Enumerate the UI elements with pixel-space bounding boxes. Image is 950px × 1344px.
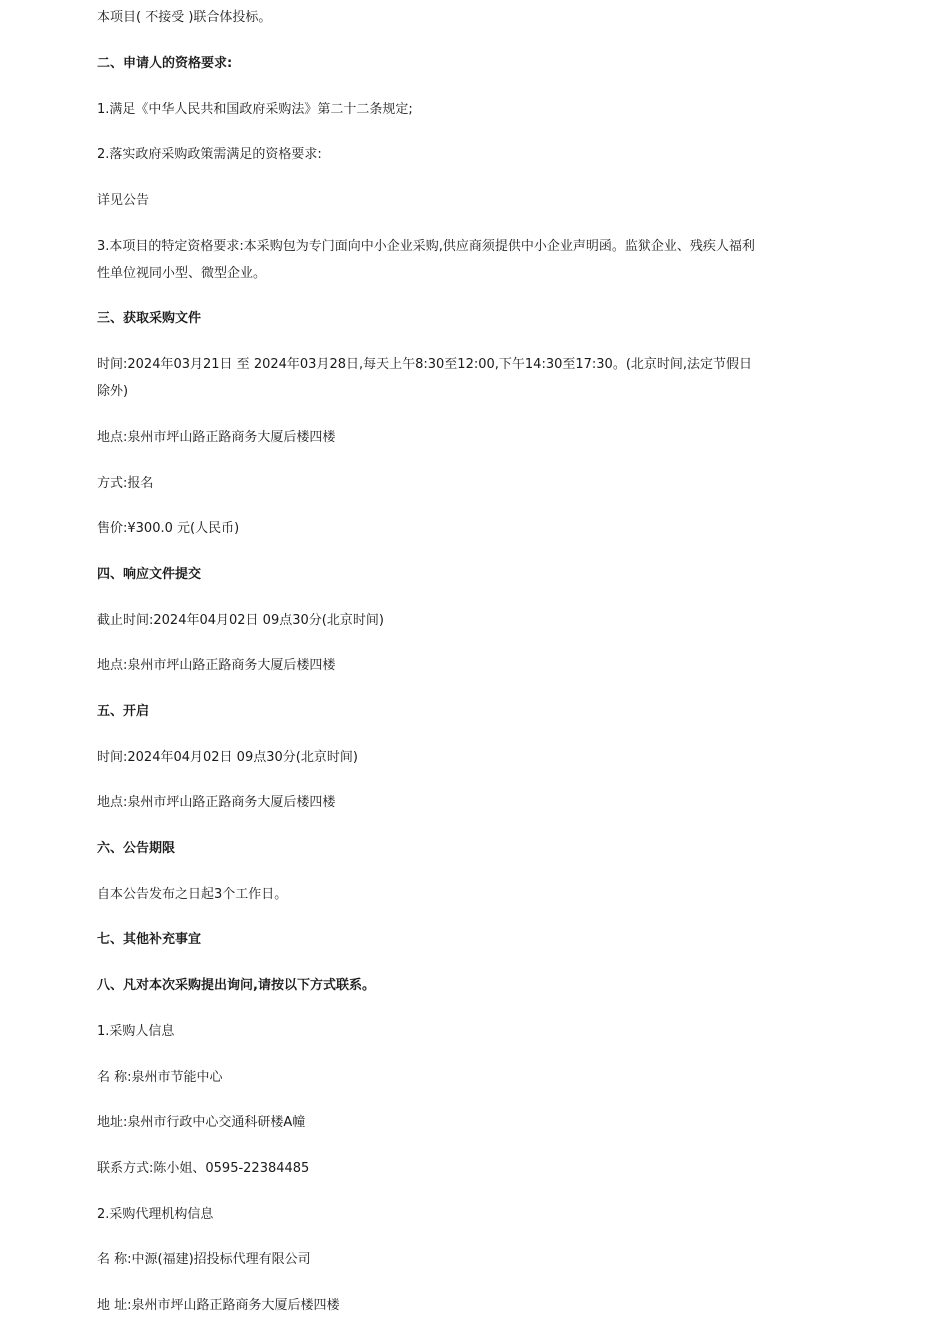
obtain-price: 售价:¥300.0 元(人民币) bbox=[97, 521, 240, 536]
agent-info-title: 2.采购代理机构信息 bbox=[97, 1207, 214, 1222]
opening-time: 时间:2024年04月02日 09点30分(北京时间) bbox=[97, 750, 358, 765]
qualification-item-2: 2.落实政府采购政策需满足的资格要求: bbox=[97, 147, 322, 162]
section-heading-contact: 八、凡对本次采购提出询问,请按以下方式联系。 bbox=[97, 978, 375, 993]
announcement-period: 自本公告发布之日起3个工作日。 bbox=[97, 887, 288, 902]
section-heading-qualifications: 二、申请人的资格要求: bbox=[97, 56, 233, 71]
section-heading-opening: 五、开启 bbox=[97, 704, 150, 719]
consortium-note: 本项目( 不接受 )联合体投标。 bbox=[97, 10, 272, 25]
buyer-name: 名 称:泉州市节能中心 bbox=[97, 1070, 223, 1085]
agent-address: 地 址:泉州市坪山路正路商务大厦后楼四楼 bbox=[97, 1298, 340, 1313]
obtain-time: 时间:2024年03月21日 至 2024年03月28日,每天上午8:30至12:00,下午14:30至17:30。(北京时间,法定节假日除外) bbox=[97, 357, 753, 399]
section-heading-other: 七、其他补充事宜 bbox=[97, 932, 202, 947]
obtain-place: 地点:泉州市坪山路正路商务大厦后楼四楼 bbox=[97, 430, 336, 445]
buyer-address: 地址:泉州市行政中心交通科研楼A幢 bbox=[97, 1115, 306, 1130]
submission-deadline: 截止时间:2024年04月02日 09点30分(北京时间) bbox=[97, 613, 384, 628]
section-heading-period: 六、公告期限 bbox=[97, 841, 176, 856]
section-heading-obtain-documents: 三、获取采购文件 bbox=[97, 311, 202, 326]
agent-name: 名 称:中源(福建)招投标代理有限公司 bbox=[97, 1252, 311, 1267]
section-heading-submission: 四、响应文件提交 bbox=[97, 567, 202, 582]
submission-place: 地点:泉州市坪山路正路商务大厦后楼四楼 bbox=[97, 658, 336, 673]
qualification-item-1: 1.满足《中华人民共和国政府采购法》第二十二条规定; bbox=[97, 102, 413, 117]
qualification-item-3: 3.本项目的特定资格要求:本采购包为专门面向中小企业采购,供应商须提供中小企业声明函。监狱企业、残疾人福利性单位视同小型、微型企业。 bbox=[97, 239, 755, 281]
buyer-contact: 联系方式:陈小姐、0595-22384485 bbox=[97, 1161, 310, 1176]
opening-place: 地点:泉州市坪山路正路商务大厦后楼四楼 bbox=[97, 795, 336, 810]
qualification-item-2-detail: 详见公告 bbox=[97, 193, 150, 208]
buyer-info-title: 1.采购人信息 bbox=[97, 1024, 175, 1039]
obtain-method: 方式:报名 bbox=[97, 476, 154, 491]
